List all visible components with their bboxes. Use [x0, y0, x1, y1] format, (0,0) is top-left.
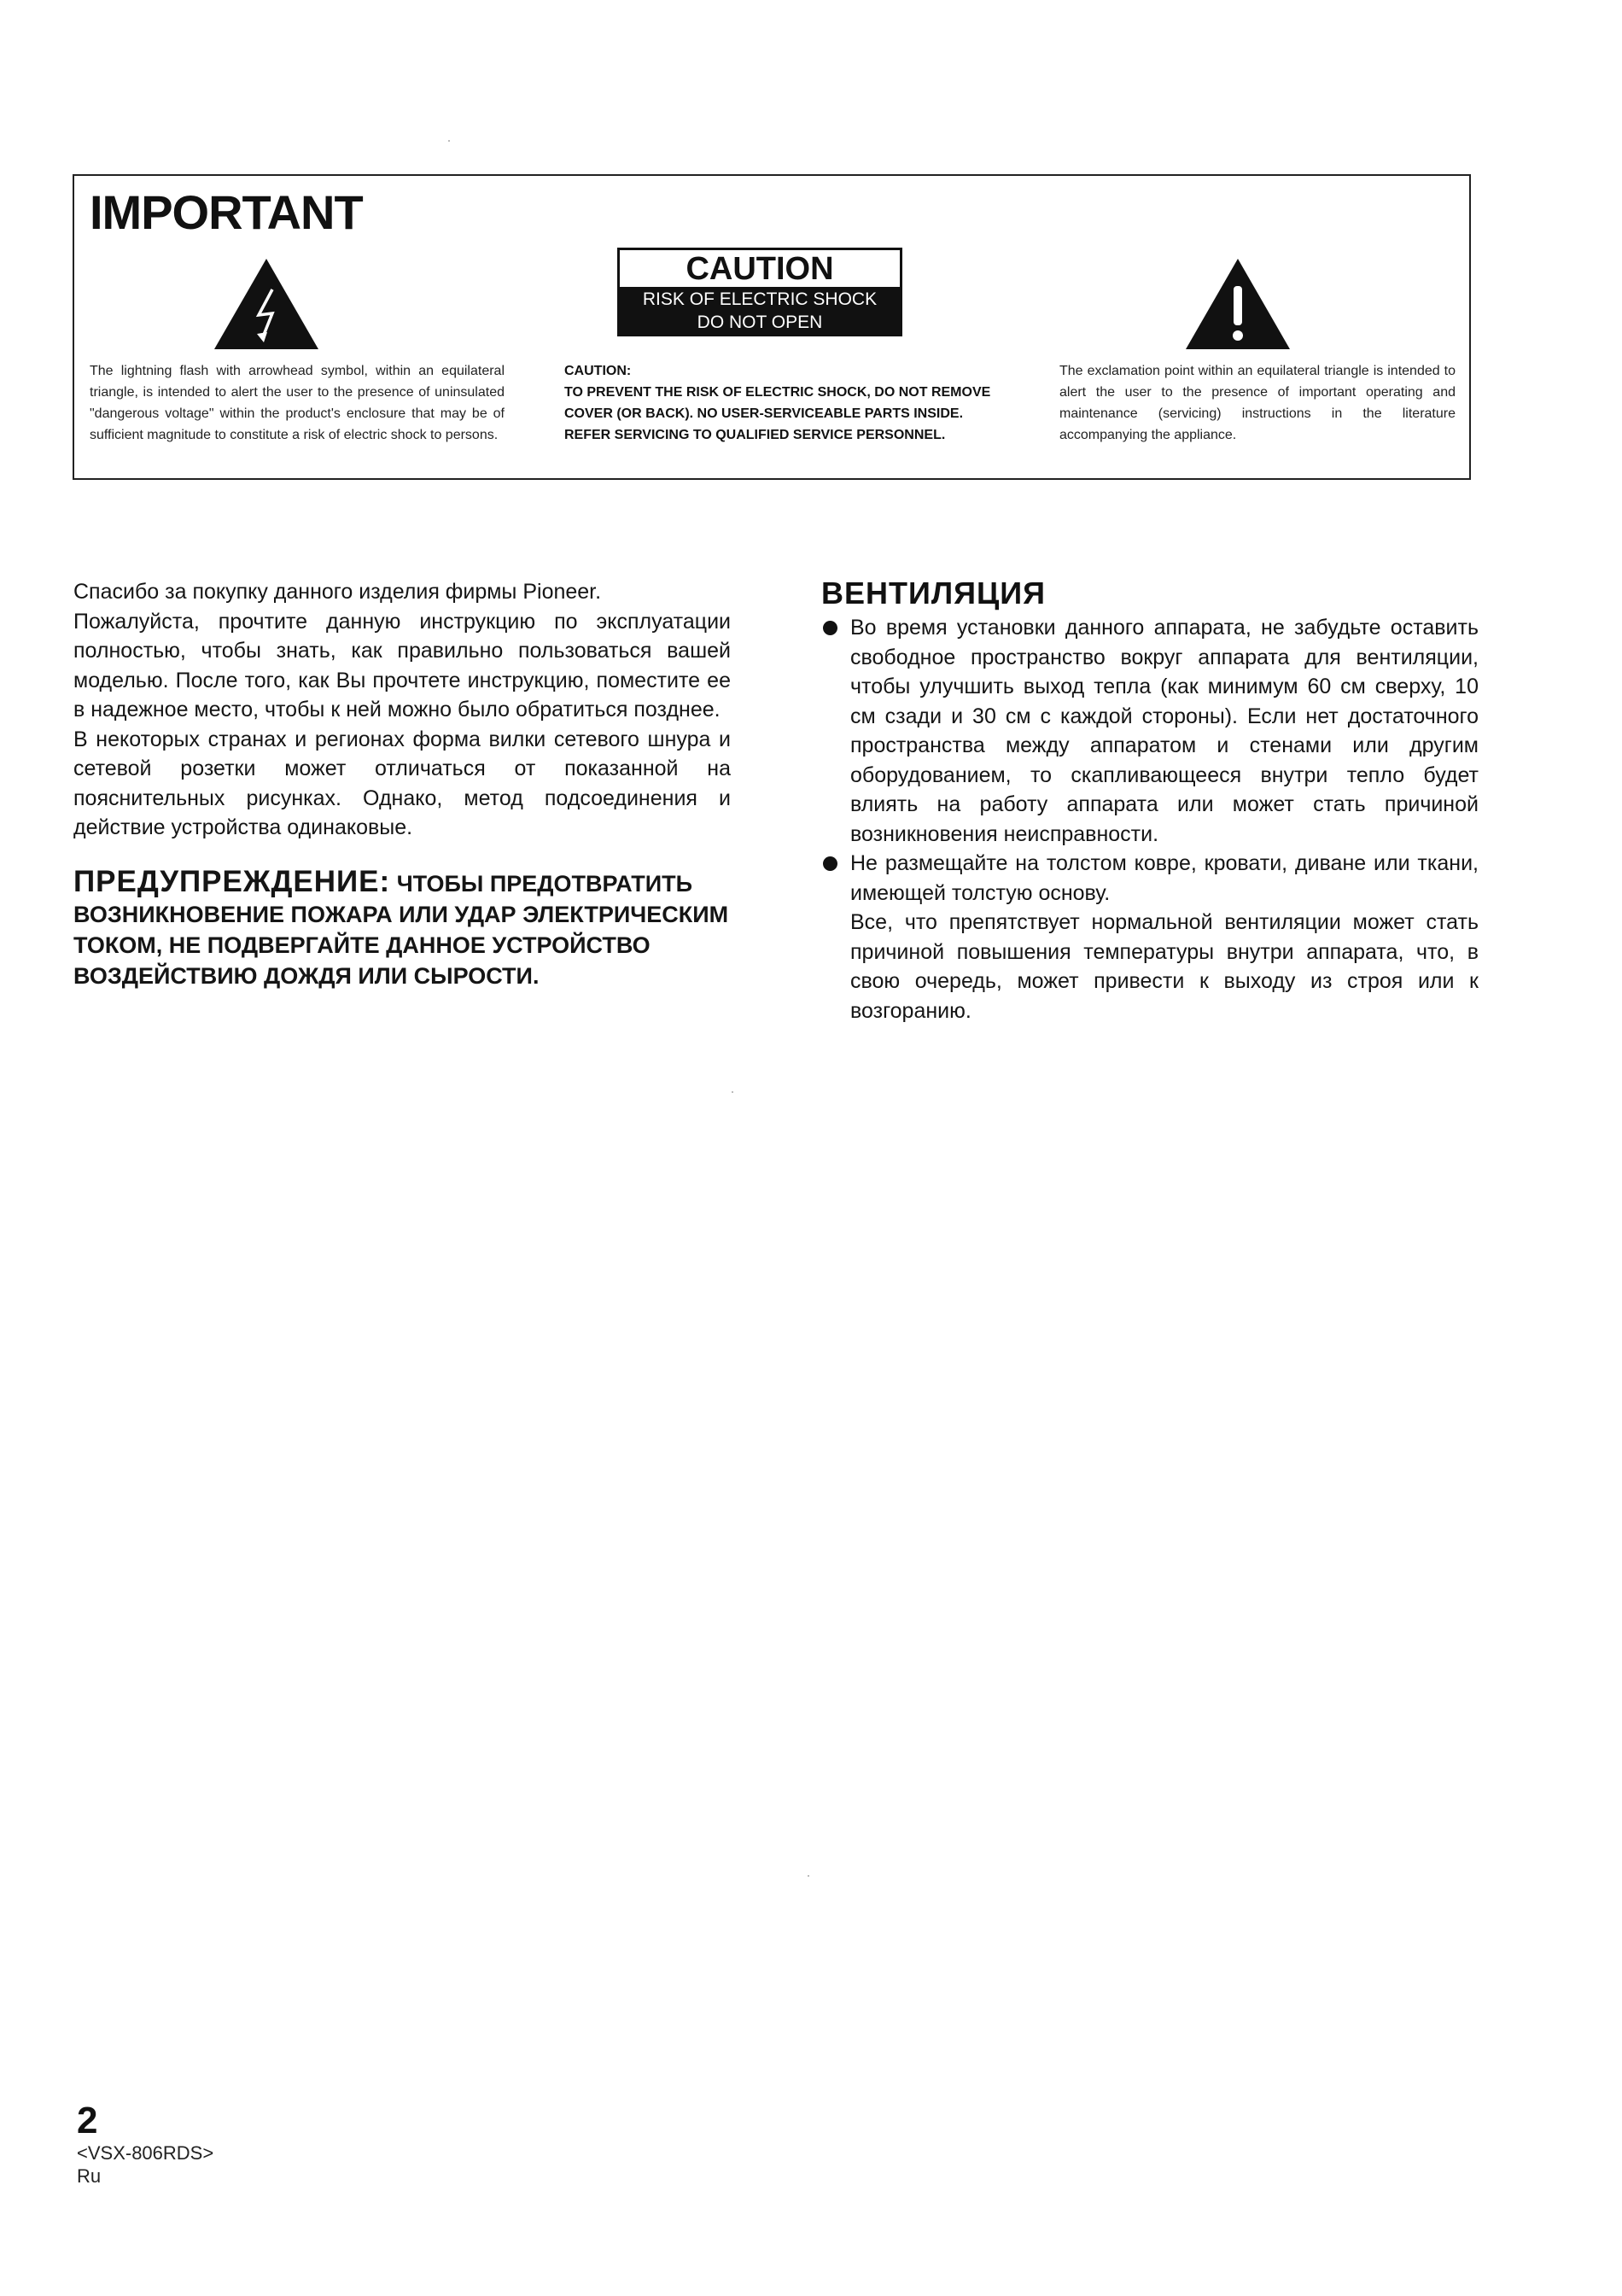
lightning-warning-icon: [213, 257, 320, 351]
scan-speck: [732, 1091, 733, 1093]
page-footer: [77, 2100, 213, 2188]
caution-label-line2: DO NOT OPEN: [697, 313, 823, 332]
fire-shock-warning: [73, 864, 731, 991]
list-item: Во время установки данного аппарата, не забудьте оставить свободное пространство вокруг аппарата для вентиляции, чтобы улучшить выход тепла (как минимум 60 см сверху, 10 см сзади и 30 см с каждой стороны). Если нет достаточного пространства между аппаратом и стенами или другим оборудованием, то скапливающееся внутри тепло будет влиять на работу аппарата или может стать причиной возникновения неисправности.: [821, 613, 1479, 849]
caution-statement-title: CAUTION:: [564, 364, 632, 378]
ventilation-section: [821, 574, 1479, 1025]
list-item: Не размещайте на толстом ковре, кровати, диване или ткани, имеющей толстую основу. Все, что препятствует нормальной вентиляции может стать причиной повышения температуры внутри аппарата, что, в свою очередь, может привести к выходу из строя или к возгоранию.: [821, 849, 1479, 1025]
scan-speck: [448, 140, 450, 142]
model-code: <VSX-806RDS>: [77, 2142, 214, 2164]
page-number: 2: [77, 2100, 98, 2141]
exclamation-warning-icon: [1184, 257, 1292, 351]
ventilation-title: ВЕНТИЛЯЦИЯ: [821, 575, 1047, 611]
warning-text: ЧТОБЫ ПРЕДОТВРАТИТЬ ВОЗНИКНОВЕНИЕ ПОЖАРА ИЛИ УДАР ЭЛЕКТРИЧЕСКИМ ТОКОМ, НЕ ПОДВЕРГАЙТЕ ДАННОЕ УСТРОЙСТВО ВОЗДЕЙСТВИЮ ДОЖДЯ ИЛИ СЫРОСТИ.: [73, 870, 729, 989]
caution-label-body: [620, 287, 900, 334]
exclamation-explanation: The exclamation point within an equilateral triangle is intended to alert the user to the presence of important operating and maintenance (servicing) instructions in the literature accompanying the appliance.: [1059, 364, 1456, 442]
caution-label: [617, 248, 902, 336]
plug-note-text: В некоторых странах и регионах форма вилки сетевого шнура и сетевой розетки может отличаться от показанной на пояснительных рисунках. Однако, метод подсоединения и действие устройства одинаковые.: [73, 727, 731, 839]
caution-statement: [564, 360, 991, 446]
thanks-text: Спасибо за покупку данного изделия фирмы Pioneer.: [73, 580, 602, 604]
intro-column: [73, 577, 731, 991]
read-instructions-text: Пожалуйста, прочтите данную инструкцию по эксплуатации полностью, чтобы знать, как правильно пользоваться вашей моделью. После того, как Вы прочтете инструкцию, поместите ее в надежное место, чтобы к ней можно было обратиться позднее.: [73, 609, 731, 722]
lightning-explanation: The lightning flash with arrowhead symbol, within an equilateral triangle, is intended to alert the user to the presence of uninsulated "dangerous voltage" within the product's enclosure that may be of sufficient magnitude to constitute a risk of electric shock to persons.: [90, 364, 505, 442]
ventilation-extra-text: Все, что препятствует нормальной вентиляции может стать причиной повышения температуры внутри аппарата, что, в свою очередь, может привести к выходу из строя или к возгоранию.: [850, 910, 1479, 1023]
language-code: Ru: [77, 2165, 102, 2187]
warning-heading: ПРЕДУПРЕЖДЕНИЕ:: [73, 864, 391, 898]
important-title: IMPORTANT: [90, 185, 363, 239]
caution-label-line1: RISK OF ELECTRIC SHOCK: [642, 289, 878, 309]
caution-label-head: CAUTION: [686, 251, 834, 287]
ventilation-list: [821, 613, 1479, 1025]
caution-statement-text: TO PREVENT THE RISK OF ELECTRIC SHOCK, DO NOT REMOVE COVER (OR BACK). NO USER-SERVICEABLE PARTS INSIDE. REFER SERVICING TO QUALIFIED SERVICE PERSONNEL.: [564, 385, 991, 442]
important-safety-box: [73, 174, 1471, 480]
bullet-icon: [823, 621, 837, 635]
bullet-icon: [823, 856, 837, 871]
scan-speck: [808, 1875, 809, 1877]
